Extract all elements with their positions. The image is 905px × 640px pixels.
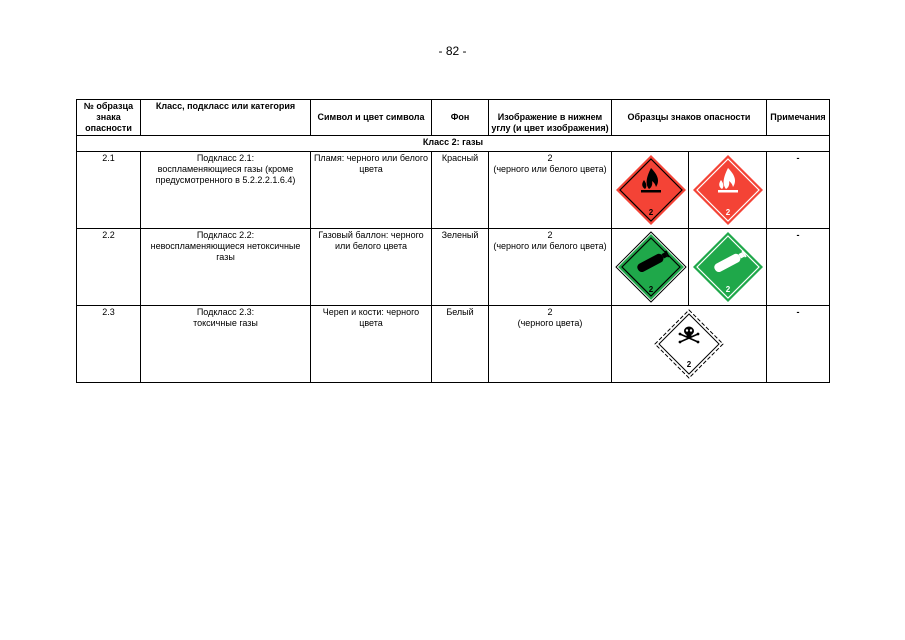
- sample-no: 2.1: [77, 152, 141, 229]
- hazard-diamond: [652, 307, 726, 381]
- symbol-cell: Череп и кости: черного цвета: [311, 306, 432, 383]
- hazard-diamond: [691, 230, 765, 304]
- section-row: [77, 136, 830, 152]
- hazard-diamond: [614, 153, 688, 227]
- header-notes: Примечания: [767, 100, 830, 136]
- sign-sample-black: [612, 229, 689, 306]
- sign-sample-black: [612, 152, 689, 229]
- class-title: Подкласс 2.3:: [196, 307, 255, 317]
- section-title: Класс 2: газы: [77, 136, 830, 152]
- corner-desc: (черного или белого цвета): [493, 241, 607, 251]
- class-number-label: 2: [686, 360, 692, 369]
- class-cell: [141, 229, 311, 306]
- header-sample-no: № образца знака опасности: [77, 100, 141, 136]
- sample-no: 2.3: [77, 306, 141, 383]
- corner-cell: [489, 152, 612, 229]
- corner-number: 2: [547, 230, 553, 240]
- background-cell: Зеленый: [432, 229, 489, 306]
- notes-cell: -: [767, 152, 830, 229]
- symbol-cell: Газовый баллон: черного или белого цвета: [311, 229, 432, 306]
- class-title: Подкласс 2.2:: [196, 230, 255, 240]
- header-corner: Изображение в нижнем углу (и цвет изображения): [489, 100, 612, 136]
- header-symbol: Символ и цвет символа: [311, 100, 432, 136]
- page-number: - 82 -: [438, 44, 467, 58]
- class-title: Подкласс 2.1:: [196, 153, 255, 163]
- class-desc: невоспламеняющиеся нетоксичные газы: [150, 241, 301, 262]
- table-row: [77, 152, 830, 229]
- header-row: [77, 100, 830, 136]
- hazard-diamond: [691, 153, 765, 227]
- symbol-cell: Пламя: черного или белого цвета: [311, 152, 432, 229]
- sign-sample-toxic: [612, 306, 767, 383]
- sign-sample-white: [689, 152, 767, 229]
- corner-number: 2: [547, 307, 553, 317]
- background-cell: Красный: [432, 152, 489, 229]
- corner-desc: (черного или белого цвета): [493, 164, 607, 174]
- class-cell: [141, 306, 311, 383]
- sign-sample-white: [689, 229, 767, 306]
- class-cell: [141, 152, 311, 229]
- class-number-label: 2: [648, 285, 654, 294]
- class-desc: токсичные газы: [193, 318, 258, 328]
- hazard-signs-table: [76, 99, 830, 383]
- hazard-diamond: [614, 230, 688, 304]
- class-number-label: 2: [725, 285, 731, 294]
- class-number-label: 2: [725, 208, 731, 217]
- table-row: [77, 306, 830, 383]
- corner-cell: [489, 306, 612, 383]
- class-desc: воспламеняющиеся газы (кроме предусмотренного в 5.2.2.2.1.6.4): [155, 164, 296, 185]
- sample-no: 2.2: [77, 229, 141, 306]
- header-class: Класс, подкласс или категория: [141, 100, 311, 136]
- corner-desc: (черного цвета): [517, 318, 583, 328]
- notes-cell: -: [767, 229, 830, 306]
- notes-cell: -: [767, 306, 830, 383]
- background-cell: Белый: [432, 306, 489, 383]
- header-samples: Образцы знаков опасности: [612, 100, 767, 136]
- table-row: [77, 229, 830, 306]
- class-number-label: 2: [648, 208, 654, 217]
- corner-number: 2: [547, 153, 553, 163]
- header-background: Фон: [432, 100, 489, 136]
- corner-cell: [489, 229, 612, 306]
